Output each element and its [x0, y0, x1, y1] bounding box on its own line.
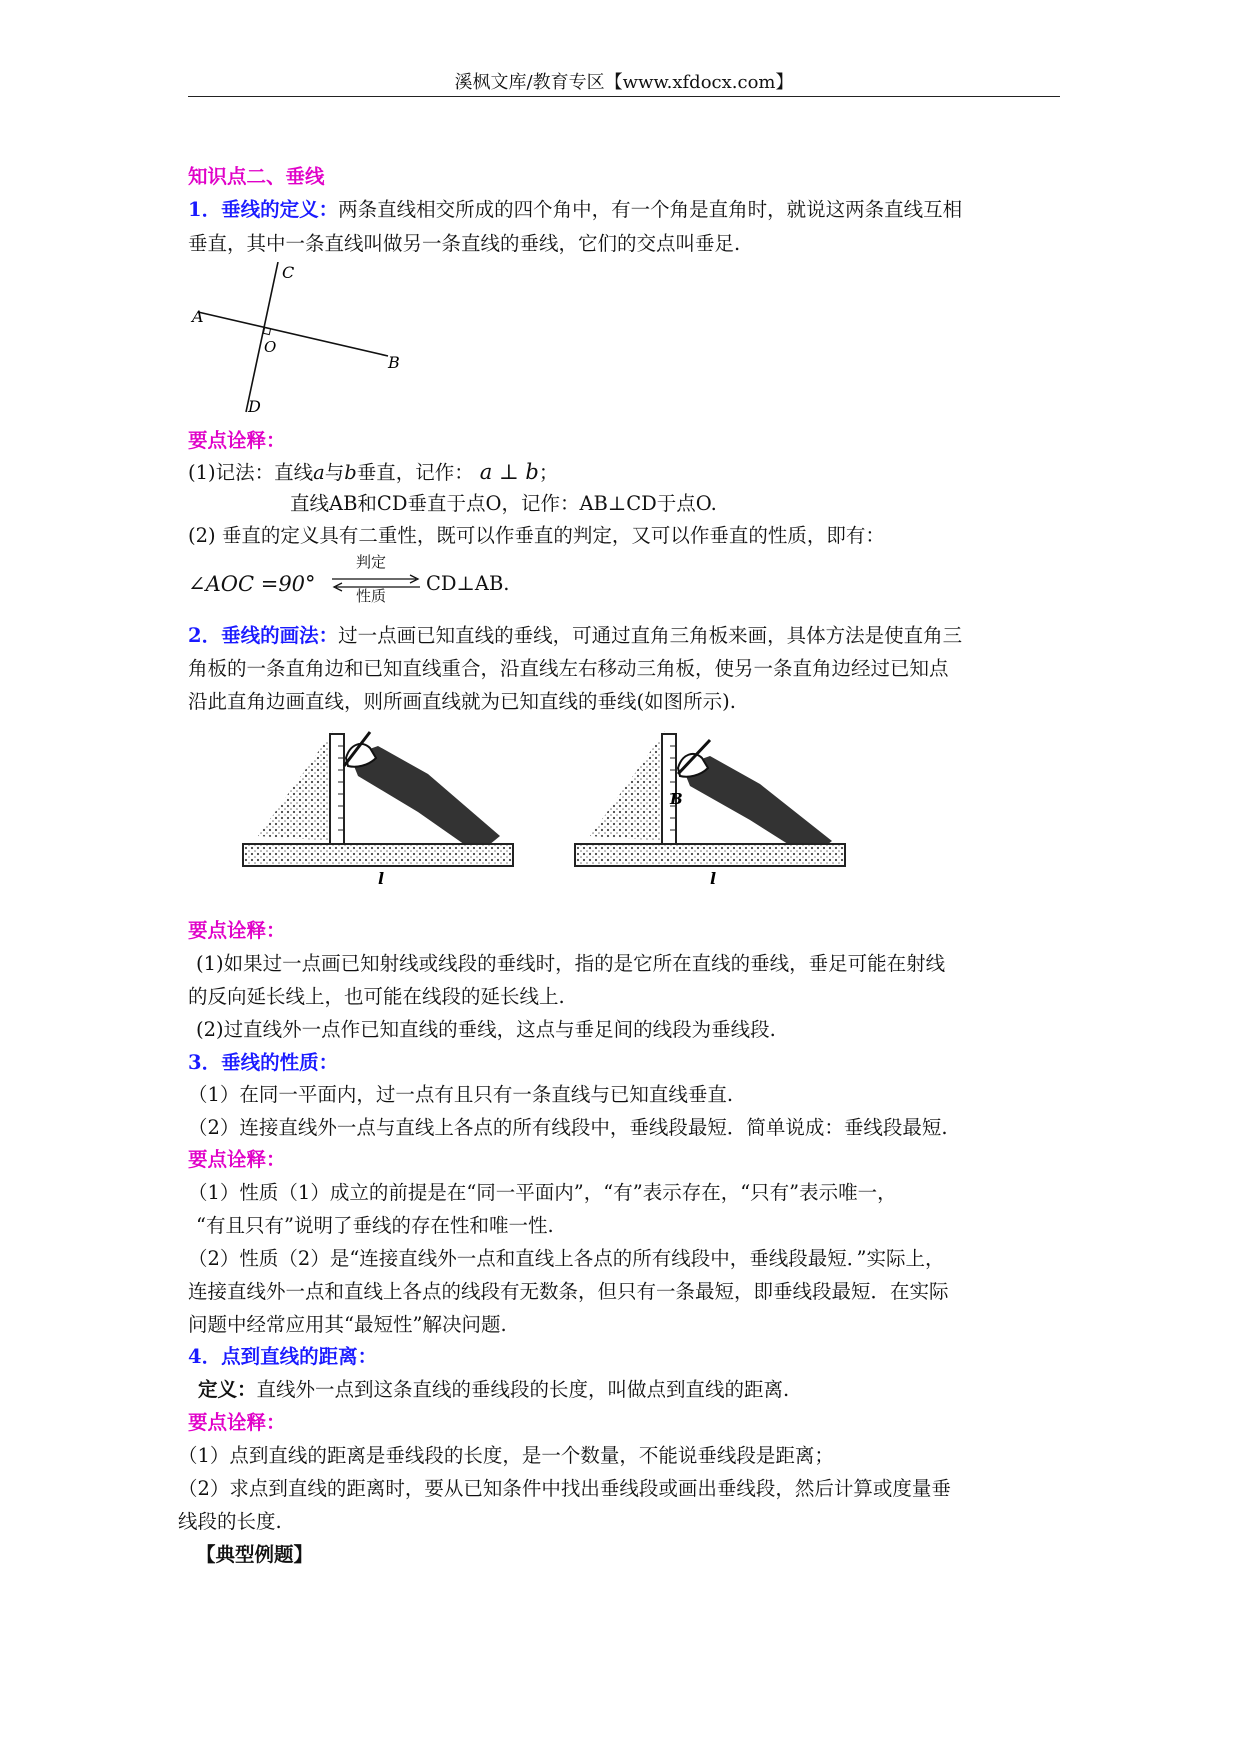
definition-text: 直线外一点到这条直线的垂线段的长度，叫做点到直线的距离.: [256, 1378, 790, 1401]
drawing-text-1: 过一点画已知直线的垂线，可通过直角三角板来画，具体方法是使直角三: [338, 624, 963, 647]
page-header: 溪枫文库/教育专区【www.xfdocx.com】: [454, 72, 794, 93]
var-a: a: [313, 461, 325, 484]
definition-label: 定义：: [198, 1378, 257, 1401]
section-title: 知识点二、垂线: [188, 165, 325, 188]
label-o: O: [264, 338, 277, 356]
note4-line-1: （1）点到直线的距离是垂线段的长度，是一个数量，不能说垂线段是距离；: [178, 1444, 834, 1467]
line-ab: [198, 312, 388, 356]
arm: [350, 746, 500, 854]
perp-result: CD⊥AB.: [426, 572, 510, 595]
judgement-label: 判定: [356, 553, 387, 571]
set-square: [258, 731, 333, 841]
notation-line-2: 直线AB和CD垂直于点O，记作：AB⊥CD于点O.: [290, 492, 717, 515]
definition-line-2: 垂直，其中一条直线叫做另一条直线的垂线，它们的交点叫垂足.: [188, 232, 741, 255]
property-2: （2）连接直线外一点与直线上各点的所有线段中，垂线段最短．简单说成：垂线段最短.: [188, 1116, 948, 1139]
note-title-4: 要点诠释：: [188, 1411, 286, 1434]
definition-heading: 1．垂线的定义：: [188, 198, 339, 221]
notation-text: (1)记法：直线: [188, 461, 314, 484]
perpendicular-lines-figure: [188, 262, 408, 420]
var-b: b: [344, 461, 357, 484]
note2-line-2: 的反向延长线上，也可能在线段的延长线上.: [188, 985, 565, 1008]
note4-line-3: 线段的长度.: [178, 1510, 282, 1533]
set-square: [590, 731, 665, 841]
definition-text-1: 两条直线相交所成的四个角中，有一个角是直角时，就说这两条直线互相: [338, 198, 963, 221]
drawing-heading: 2．垂线的画法：: [188, 624, 339, 647]
property-1: （1）在同一平面内，过一点有且只有一条直线与已知直线垂直.: [188, 1083, 734, 1106]
note2-line-1: (1)如果过一点画已知射线或线段的垂线时，指的是它所在直线的垂线，垂足可能在射线: [196, 952, 946, 975]
note3-line-2: “有且只有”说明了垂线的存在性和唯一性.: [196, 1214, 554, 1237]
ruler-horizontal: [575, 844, 845, 866]
note3-line-3: （2）性质（2）是“连接直线外一点和直线上各点的所有线段中，垂线段最短．”实际上，: [188, 1247, 945, 1270]
distance-definition: [198, 1376, 789, 1404]
distance-heading: 4．点到直线的距离：: [188, 1345, 378, 1368]
label-b-point: B: [670, 790, 683, 808]
label-d: D: [248, 397, 261, 416]
label-c: C: [282, 263, 295, 282]
notation-text-post: 垂直，记作：: [356, 461, 474, 484]
note3-line-5: 问题中经常应用其“最短性”解决问题.: [188, 1313, 507, 1336]
ruler-vertical: [662, 734, 676, 844]
notation-end: ；: [538, 461, 559, 484]
double-arrow: [330, 572, 422, 594]
angle-aoc: ∠AOC =90°: [188, 572, 316, 596]
ruler-horizontal: [243, 844, 513, 866]
note2-line-3: (2)过直线外一点作已知直线的垂线，这点与垂足间的线段为垂线段.: [196, 1018, 776, 1041]
definition-line-1: [188, 196, 962, 224]
notation-text-mid: 与: [324, 461, 345, 484]
set-square-figure-right: [570, 726, 850, 891]
label-b: B: [388, 353, 400, 372]
property-label: 性质: [356, 587, 387, 605]
label-l-right: l: [710, 869, 717, 888]
drawing-line-2: 角板的一条直角边和已知直线重合，沿直线左右移动三角板，使另一条直角边经过已知点: [188, 657, 949, 680]
note-title-3: 要点诠释：: [188, 1148, 286, 1171]
equivalence-row: [188, 570, 316, 599]
duality-line: (2) 垂直的定义具有二重性，既可以作垂直的判定，又可以作垂直的性质，即有：: [188, 524, 885, 547]
set-square-figure-left: [238, 726, 518, 891]
note-title-1: 要点诠释：: [188, 429, 286, 452]
label-l-left: l: [378, 869, 385, 888]
note-title-2: 要点诠释：: [188, 919, 286, 942]
property-heading: 3．垂线的性质：: [188, 1051, 339, 1074]
note3-line-1: （1）性质（1）成立的前提是在“同一平面内”，“有”表示存在，“只有”表示唯一，: [188, 1181, 897, 1204]
ruler-vertical: [330, 734, 344, 844]
header-rule: [188, 96, 1060, 97]
drawing-line-3: 沿此直角边画直线，则所画直线就为已知直线的垂线(如图所示).: [188, 690, 736, 713]
label-a: A: [192, 307, 204, 326]
notation-line-1: [188, 458, 558, 487]
drawing-line-1: [188, 622, 962, 650]
examples-title: 【典型例题】: [196, 1543, 314, 1566]
line-cd: [246, 262, 278, 412]
perp-notation: a ⊥ b: [479, 460, 539, 484]
note4-line-2: （2）求点到直线的距离时，要从已知条件中找出垂线段或画出垂线段，然后计算或度量垂: [178, 1477, 951, 1500]
note3-line-4: 连接直线外一点和直线上各点的线段有无数条，但只有一条最短，即垂线段最短．在实际: [188, 1280, 949, 1303]
